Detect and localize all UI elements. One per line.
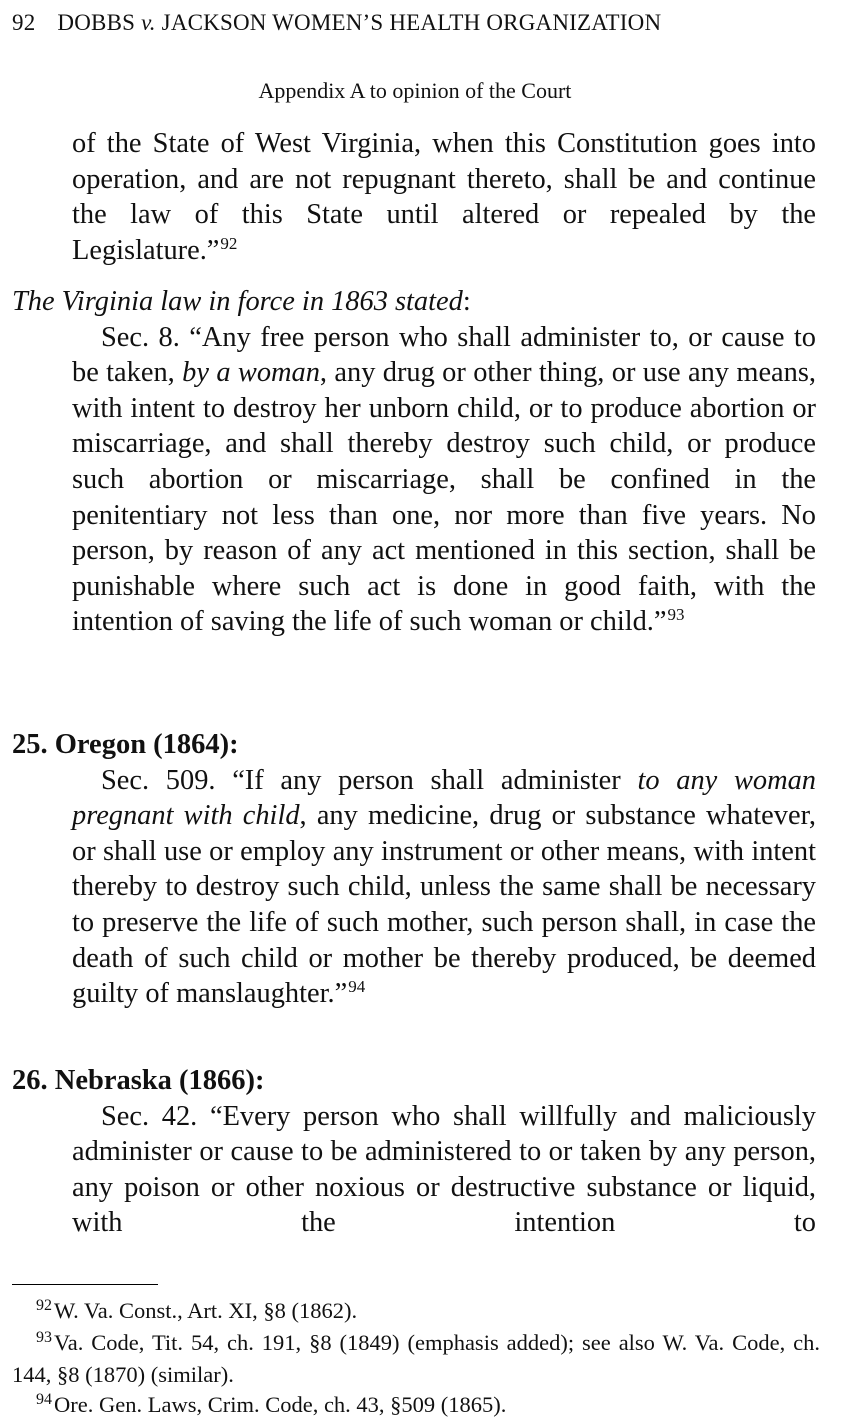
footnote-ref-92: 92 [220, 233, 238, 253]
nebraska-section [12, 1063, 816, 1241]
footnote-93: $^{93}$Va. Code, Tit. 54, ch. 191, §8 (1849) (emphasis added); see also W. Va. Code, ch. 144, §8 (1870) (similar). [12, 1329, 820, 1388]
running-head [12, 10, 820, 36]
appendix-subheading: Appendix A to opinion of the Court [258, 78, 572, 103]
continuation-text: of the State of West Virginia, when this Constitution goes into operation, and are not repugnant thereto, shall be and continue the law of this State until altered or repealed by the Legislature.” [72, 128, 816, 266]
nebraska-heading: 26. Nebraska (1866): [12, 1065, 265, 1096]
case-name: DOBBS v. JACKSON WOMEN’S HEALTH ORGANIZATION [57, 10, 662, 35]
page-number: 92 [12, 10, 36, 35]
virginia-heading: The Virginia law in force in 1863 stated: [12, 286, 471, 317]
footnote-divider [12, 1284, 158, 1285]
footnote-ref-94: 94 [348, 977, 366, 997]
oregon-heading: 25. Oregon (1864): [12, 729, 239, 760]
virginia-section [12, 284, 816, 643]
continuation-paragraph [12, 126, 816, 271]
oregon-section [12, 727, 816, 1015]
footnotes [12, 1296, 820, 1422]
footnote-92: $^{92}$W. Va. Const., Art. XI, §8 (1862). [36, 1297, 358, 1323]
nebraska-statute-text: Sec. 42. “Every person who shall willfully and maliciously administer or cause to be administered to or taken by any person, any poison or other noxious or destructive substance or liquid, with the intention to [72, 1100, 816, 1239]
virginia-statute-text: Sec. 8. “Any free person who shall administer to, or cause to be taken, by a woman, any drug or other thing, or use any means, with intent to destroy her unborn child, or to produce abortion or miscarriage, and shall thereby destroy such child, or produce such abortion or miscarriage, shall be confined in the penitentiary not less than one, nor more than five years. No person, by reason of any act mentioned in this section, shall be punishable where such act is done in good faith, with the intention of saving the life of such woman or child.”$^{93}$ [72, 321, 816, 638]
footnote-ref-93: 93 [667, 605, 685, 625]
oregon-statute-text: Sec. 509. “If any person shall administer to any woman pregnant with child, any medicine, drug or substance whatever, or shall use or employ any instrument or other means, with intent thereby to destroy such child, unless the same shall be necessary to preserve the life of such mother, such person shall, in case the death of such child or mother be thereby produced, be deemed guilty of manslaughter.”$^{94}$ [72, 764, 816, 1010]
footnote-94: $^{94}$Ore. Gen. Laws, Crim. Code, ch. 43, §509 (1865). [36, 1390, 507, 1417]
